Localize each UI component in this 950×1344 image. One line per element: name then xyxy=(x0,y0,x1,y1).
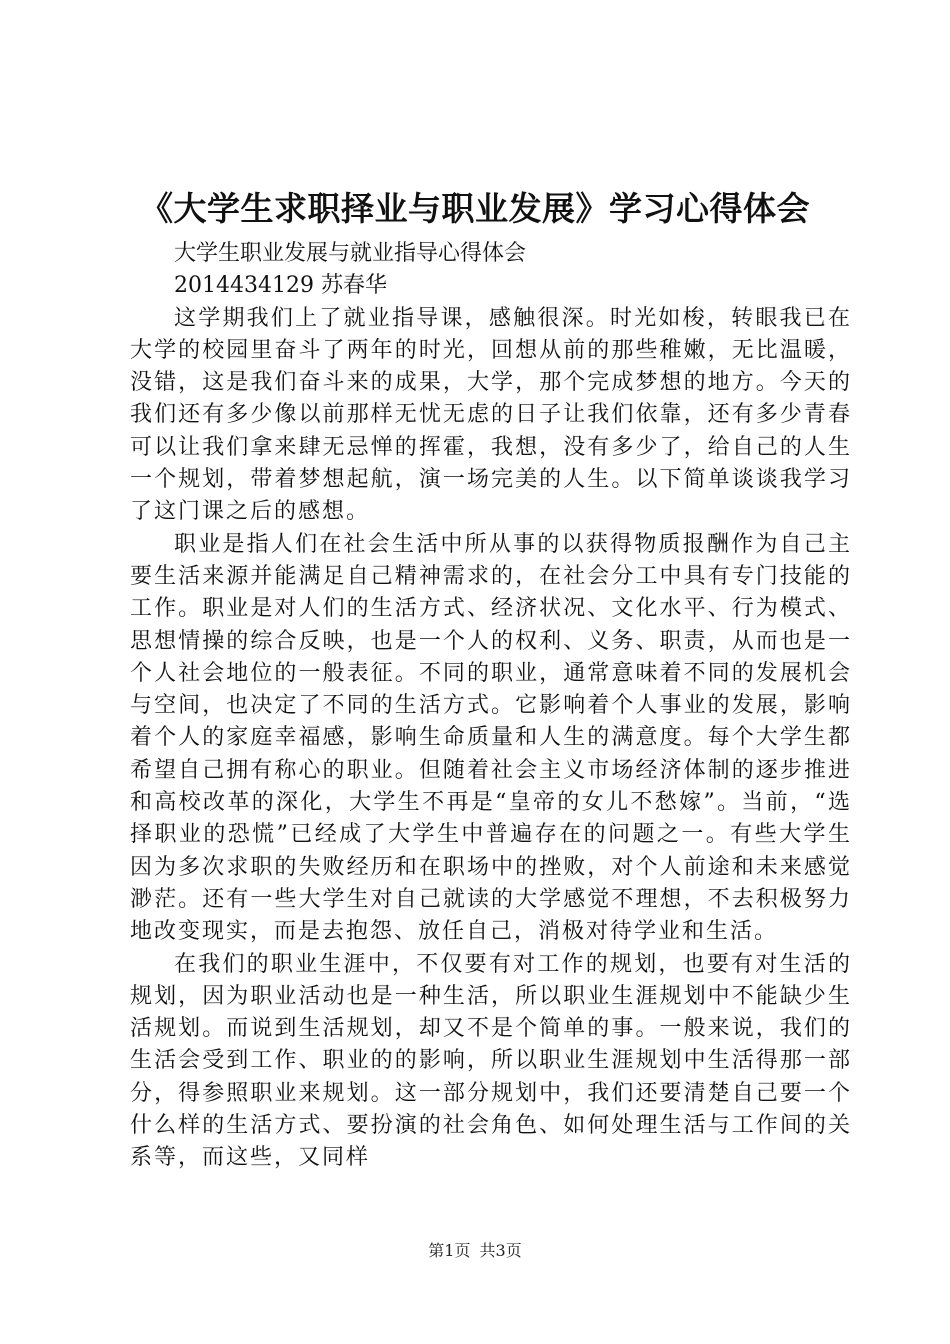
page-number: 第1页 xyxy=(428,1241,471,1260)
document-title: 《大学生求职择业与职业发展》学习心得体会 xyxy=(140,189,810,228)
paragraph-2: 职业是指人们在社会生活中所从事的以获得物质报酬作为自己主要生活来源并能满足自己精神需求的，在社会分工中具有专门技能的工作。职业是对人们的生活方式、经济状况、文化水平、行为模式、思想情操的综合反映，也是一个人的权利、义务、职责，从而也是一个人社会地位的一般表征。不同的职业，通常意味着不同的发展机会与空间，也决定了不同的生活方式。它影响着个人事业的发展，影响着个人的家庭幸福感，影响生命质量和人生的满意度。每个大学生都希望自己拥有称心的职业。但随着社会主义市场经济体制的逐步推进和高校改革的深化，大学生不再是“皇帝的女儿不愁嫁”。当前，“选择职业的恐慌”已经成了大学生中普遍存在的问题之一。有些大学生因为多次求职的失败经历和在职场中的挫败，对个人前途和未来感觉渺茫。还有一些大学生对自己就读的大学感觉不理想，不去积极努力地改变现实，而是去抱怨、放任自己，消极对待学业和生活。 xyxy=(130,531,852,945)
page-footer xyxy=(0,1240,950,1262)
page-total: 共3页 xyxy=(479,1241,522,1260)
author-line: 2014434129 苏春华 xyxy=(174,273,387,299)
paragraph-3: 在我们的职业生涯中，不仅要有对工作的规划，也要有对生活的规划，因为职业活动也是一种生活，所以职业生涯规划中不能缺少生活规划。而说到生活规划，却又不是个简单的事。一般来说，我们的生活会受到工作、职业的的影响，所以职业生涯规划中生活得那一部分，得参照职业来规划。这一部分规划中，我们还要清楚自己要一个什么样的生活方式、要扮演的社会角色、如何处理生活与工作间的关系等，而这些，又同样 xyxy=(130,951,852,1171)
paragraph-1: 这学期我们上了就业指导课，感触很深。时光如梭，转眼我已在大学的校园里奋斗了两年的时光，回想从前的那些稚嫩，无比温暖，没错，这是我们奋斗来的成果，大学，那个完成梦想的地方。今天的我们还有多少像以前那样无忧无虑的日子让我们依靠，还有多少青春可以让我们拿来肆无忌惮的挥霍，我想，没有多少了，给自己的人生一个规划，带着梦想起航，演一场完美的人生。以下简单谈谈我学习了这门课之后的感想。 xyxy=(130,305,852,525)
document-subtitle: 大学生职业发展与就业指导心得体会 xyxy=(174,241,527,266)
document-body xyxy=(130,238,852,1175)
